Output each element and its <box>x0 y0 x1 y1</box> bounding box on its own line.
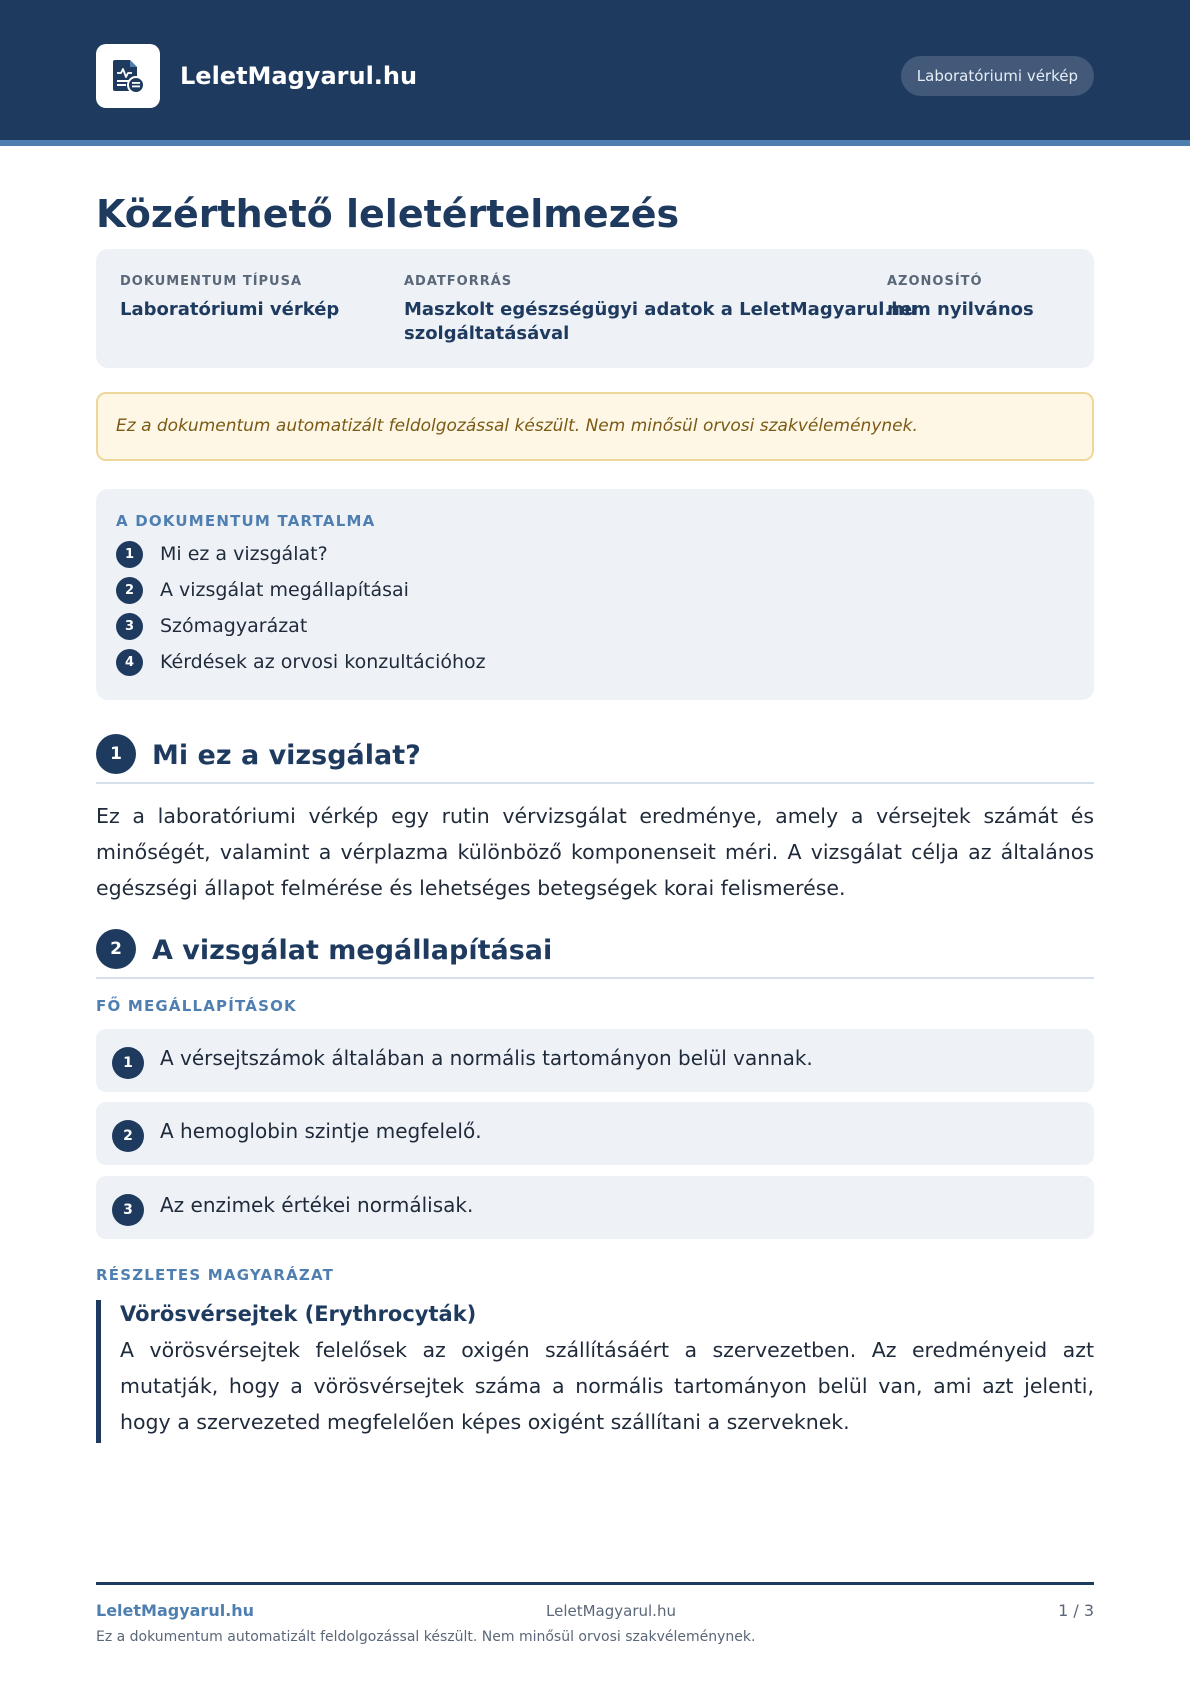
section-heading <box>96 734 1094 784</box>
section-heading <box>96 929 1094 979</box>
toc-number: 1 <box>116 541 143 568</box>
finding-item <box>96 1029 1094 1092</box>
footer-disclaimer: Ez a dokumentum automatizált feldolgozással készült. Nem minősül orvosi szakvéleménynek. <box>96 1629 756 1645</box>
meta-value: Laboratóriumi vérkép <box>120 299 340 320</box>
detail-label: RÉSZLETES MAGYARÁZAT <box>96 1266 335 1284</box>
brand-name[interactable]: LeletMagyarul.hu <box>180 62 418 90</box>
document-meta-card <box>96 249 1094 368</box>
medical-document-icon <box>111 58 145 94</box>
finding-text: A hemoglobin szintje megfelelő. <box>160 1119 482 1143</box>
meta-label: DOKUMENTUM TÍPUSA <box>120 274 303 289</box>
meta-value-line: szolgáltatásával <box>404 323 570 344</box>
toc-number: 2 <box>116 577 143 604</box>
finding-text: A vérsejtszámok általában a normális tartományon belül vannak. <box>160 1046 813 1070</box>
footer-site: LeletMagyarul.hu <box>546 1602 676 1620</box>
findings-label: FŐ MEGÁLLAPÍTÁSOK <box>96 997 297 1015</box>
toc-label: Mi ez a vizsgálat? <box>160 543 328 565</box>
finding-item <box>96 1102 1094 1165</box>
meta-document-type <box>120 274 339 322</box>
page-header <box>0 0 1190 146</box>
detail-title: Vörösvérsejtek (Erythrocyták) <box>120 1302 477 1326</box>
detail-text: A vörösvérsejtek felelősek az oxigén szállításáért a szervezetben. Az eredményeid azt mutatják, hogy a vörösvérsejtek száma a normális tartományon belül van, ami azt jelenti, hogy a szervezeted megfelelően képes oxigént szállítani a szerveknek. <box>120 1338 1094 1434</box>
finding-number: 2 <box>112 1120 144 1152</box>
meta-value <box>404 298 917 346</box>
section-paragraph: Ez a laboratóriumi vérkép egy rutin vérvizsgálat eredménye, amely a vérsejtek számát és minőségét, valamint a vérplazma különböző komponenseit méri. A vizsgálat célja az általános egészségi állapot felmérése és lehetséges betegségek korai felismerése. <box>96 804 1094 900</box>
page-title: Közérthető leletértelmezés <box>96 192 680 236</box>
meta-label: ADATFORRÁS <box>404 274 513 289</box>
section-title: A vizsgálat megállapításai <box>152 935 553 966</box>
toc-label: A vizsgálat megállapításai <box>160 579 409 601</box>
footer-divider <box>96 1582 1094 1585</box>
page-number: 1 / 3 <box>1058 1601 1094 1620</box>
disclaimer-notice: Ez a dokumentum automatizált feldolgozással készült. Nem minősül orvosi szakvéleménynek. <box>96 392 1094 461</box>
finding-number: 3 <box>112 1194 144 1226</box>
logo[interactable] <box>96 44 160 108</box>
meta-data-source <box>404 274 917 346</box>
section-title: Mi ez a vizsgálat? <box>152 740 421 771</box>
footer-brand[interactable]: LeletMagyarul.hu <box>96 1601 255 1620</box>
table-of-contents <box>96 489 1094 700</box>
meta-label: AZONOSÍTÓ <box>887 274 983 289</box>
toc-number: 4 <box>116 649 143 676</box>
section-number: 1 <box>96 734 136 774</box>
toc-number: 3 <box>116 613 143 640</box>
document-type-badge: Laboratóriumi vérkép <box>901 56 1094 96</box>
toc-label: Kérdések az orvosi konzultációhoz <box>160 651 486 673</box>
meta-value-line: Maszkolt egészségügyi adatok a LeletMagyarul.hu <box>404 299 917 320</box>
toc-title: A DOKUMENTUM TARTALMA <box>116 512 376 530</box>
meta-identifier <box>887 274 1034 322</box>
finding-text: Az enzimek értékei normálisak. <box>160 1193 474 1217</box>
detail-block <box>96 1300 1094 1443</box>
finding-item <box>96 1176 1094 1239</box>
finding-number: 1 <box>112 1047 144 1079</box>
toc-label: Szómagyarázat <box>160 615 308 637</box>
meta-value: nem nyilvános <box>887 299 1034 320</box>
section-number: 2 <box>96 929 136 969</box>
